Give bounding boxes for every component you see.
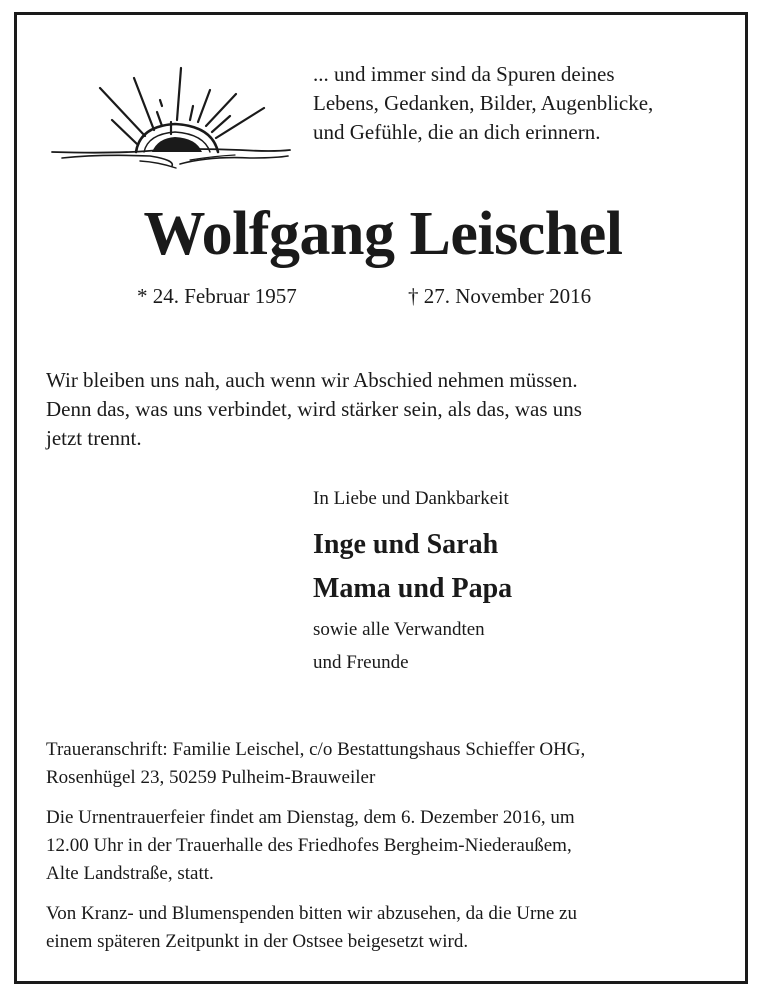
mourners-block bbox=[313, 485, 733, 679]
mourning-address bbox=[46, 736, 736, 792]
other-mourners: und Freunde bbox=[313, 652, 409, 673]
verse-line: jetzt trennt. bbox=[46, 426, 142, 450]
mourner-name: Inge und Sarah bbox=[313, 529, 499, 560]
ceremony-line: 12.00 Uhr in der Trauerhalle des Friedhofes Bergheim-Niederaußem, bbox=[46, 835, 572, 856]
motto-quote bbox=[313, 60, 733, 147]
flowers-line: einem späteren Zeitpunkt in der Ostsee beigesetzt wird. bbox=[46, 931, 469, 952]
setting-sun-icon bbox=[40, 60, 300, 175]
signoff-intro: In Liebe und Dankbarkeit bbox=[313, 488, 509, 509]
flowers-line: Von Kranz- und Blumenspenden bitten wir abzusehen, da die Urne zu bbox=[46, 903, 577, 924]
farewell-verse bbox=[46, 366, 726, 453]
address-line: Rosenhügel 23, 50259 Pulheim-Brauweiler bbox=[46, 767, 376, 788]
motto-line: ... und immer sind da Spuren deines bbox=[313, 62, 615, 86]
verse-line: Wir bleiben uns nah, auch wenn wir Abschied nehmen müssen. bbox=[46, 368, 578, 392]
flowers-notice bbox=[46, 900, 736, 956]
other-mourners: sowie alle Verwandten bbox=[313, 619, 485, 640]
ceremony-line: Die Urnentrauerfeier findet am Dienstag, dem 6. Dezember 2016, um bbox=[46, 807, 575, 828]
birth-date: * 24. Februar 1957 bbox=[137, 284, 297, 308]
verse-line: Denn das, was uns verbindet, wird stärker sein, als das, was uns bbox=[46, 397, 582, 421]
ceremony-info bbox=[46, 804, 736, 888]
death-date: † 27. November 2016 bbox=[408, 284, 592, 308]
motto-line: und Gefühle, die an dich erinnern. bbox=[313, 120, 601, 144]
ceremony-line: Alte Landstraße, statt. bbox=[46, 863, 214, 884]
motto-line: Lebens, Gedanken, Bilder, Augenblicke, bbox=[313, 91, 654, 115]
address-line: Traueranschrift: Familie Leischel, c/o Bestattungshaus Schieffer OHG, bbox=[46, 739, 586, 760]
mourner-name: Mama und Papa bbox=[313, 573, 513, 604]
deceased-name: Wolfgang Leischel bbox=[143, 200, 623, 268]
